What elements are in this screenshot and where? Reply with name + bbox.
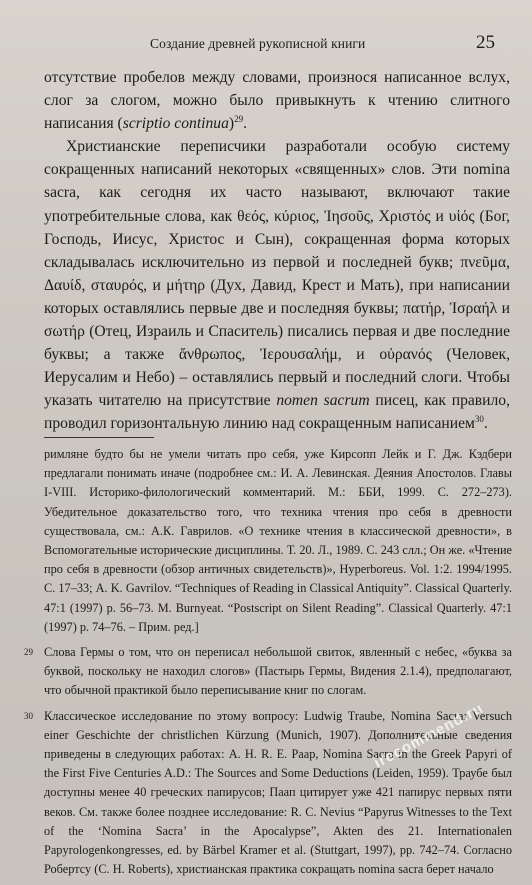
paragraph-1-text-a: отсутствие пробелов между словами, произнося написанное вслух, слог за слогом, можно было привыкнуть к чтению слитного написания ( xyxy=(44,69,510,133)
running-title: Создание древней рукописной книги xyxy=(150,36,366,51)
paragraph-2-text-c: . xyxy=(483,415,488,433)
page-number: 25 xyxy=(476,32,495,53)
paragraph-2 xyxy=(44,135,510,435)
paragraph-2-italic: nomen sacrum xyxy=(276,392,370,410)
watermark: irecommend.ru xyxy=(371,699,487,772)
footnote-29-number: 29 xyxy=(24,647,33,658)
footnote-ref-30: 30 xyxy=(474,414,484,425)
main-text xyxy=(44,66,510,436)
footnote-28-continued xyxy=(24,445,512,637)
footnotes xyxy=(24,445,512,885)
paragraph-1 xyxy=(44,66,510,135)
footnote-divider xyxy=(44,437,154,438)
footnote-30-text: Классическое исследование по этому вопросу: Ludwig Traube, Nomina Sacra: Versuch einer Geschichte der christlichen Kürzung (Munich, 1907). Дополнительные сведения приведены в следующих работах: A. H. R. E. Paap, Nomina Sacra in the Greek Papyri of the First Five Centuries A.D.: The Sources and Some Deductions (Leiden, 1959). Траубе был доступны менее 40 греческих папирусов; Паап цитирует уже 421 папирус первых пяти веков. См. также более позднее исследование: R. C. Nevius “Papyrus Witnesses to the Text of the ‘Nomina Sacra’ in the Apocalypse”, Akten des 21. Internationalen Papyrologenkongresses, ed. by Bärbel Kramer et al. (Stuttgart, 1997), pp. 742–74. Согласно Робертсу (C. H. Roberts), христианская практика сокращать nomina sacra берет начало xyxy=(44,708,512,877)
paragraph-1-text-c: . xyxy=(243,115,247,133)
footnote-29 xyxy=(24,643,512,701)
footnote-29-text: Слова Гермы о том, что он переписал небольшой свиток, явленный с небес, «буква за буквой, поскольку не находил слогов» (Пастырь Гермы, Видения 2.1.4), предполагают, что обычной практикой было переписывание книг по слогам. xyxy=(44,645,512,698)
paragraph-2-text-a: Христианские переписчики разработали особую систему сокращенных написаний некоторых «священных» слов. Эти nomina sacra, как сегодня их часто называют, включают такие употребительные слова, как θεός, κύριος, Ἰησοῦς, Χριστός и υἱός (Бог, Господь, Иисус, Христос и Сын), сокращенная форма которых складывалась исключительно из первой и последней букв; πνεῦμα, Δαυίδ, σταυρός, и μήτηρ (Дух, Давид, Крест и Мать), при написании которых оставлялись первые две и последняя буквы; πατήρ, Ἰσραήλ и σωτήρ (Отец, Израиль и Спаситель) писались первая и две последние буквы; а также ἄνθρωπος, Ἰερουσαλήμ, и οὐρανός (Человек, Иерусалим и Небо) – оставлялись первый и последний слоги. Чтобы указать читателю на присутствие xyxy=(44,138,510,410)
footnote-30-number: 30 xyxy=(24,710,33,721)
footnote-28-text: римляне будто бы не умели читать про себя, уже Кирсопп Лейк и Г. Дж. Кэдбери предлагали понимать иначе (подробнее см.: И. А. Левинская. Деяния Апостолов. Главы I-VIII. Историко-филологический комментарий. М.: ББИ, 1999. С. 272–273). Убедительное доказательство того, что техника чтения про себя в древности существовала, см.: А.К. Гаврилов. «О технике чтения в классической древности», в Вспомогательные исторические дисциплины. Т. 20. Л., 1989. С. 243 слл.; Он же. «Чтение про себя в древности (обзор античных свидетельств)», Hyperboreus. Vol. 1:2. 1994/1995. С. 17–33; A. K. Gavrilov. “Techniques of Reading in Classical Antiquity”. Classical Quarterly. 47:1 (1997) p. 56–73. M. Burnyeat. “Postscript on Silent Reading”. Classical Quarterly. 47:1 (1997) p. 74–76. – Прим. ред.] xyxy=(44,447,512,634)
paragraph-1-text-b: ) xyxy=(228,115,235,133)
paragraph-1-italic: scriptio continua xyxy=(122,115,229,133)
paragraph-2-text-b: писец, как правило, проводил горизонтальную линию над сокращенным написанием xyxy=(44,392,510,433)
footnote-ref-29: 29 xyxy=(234,114,244,124)
